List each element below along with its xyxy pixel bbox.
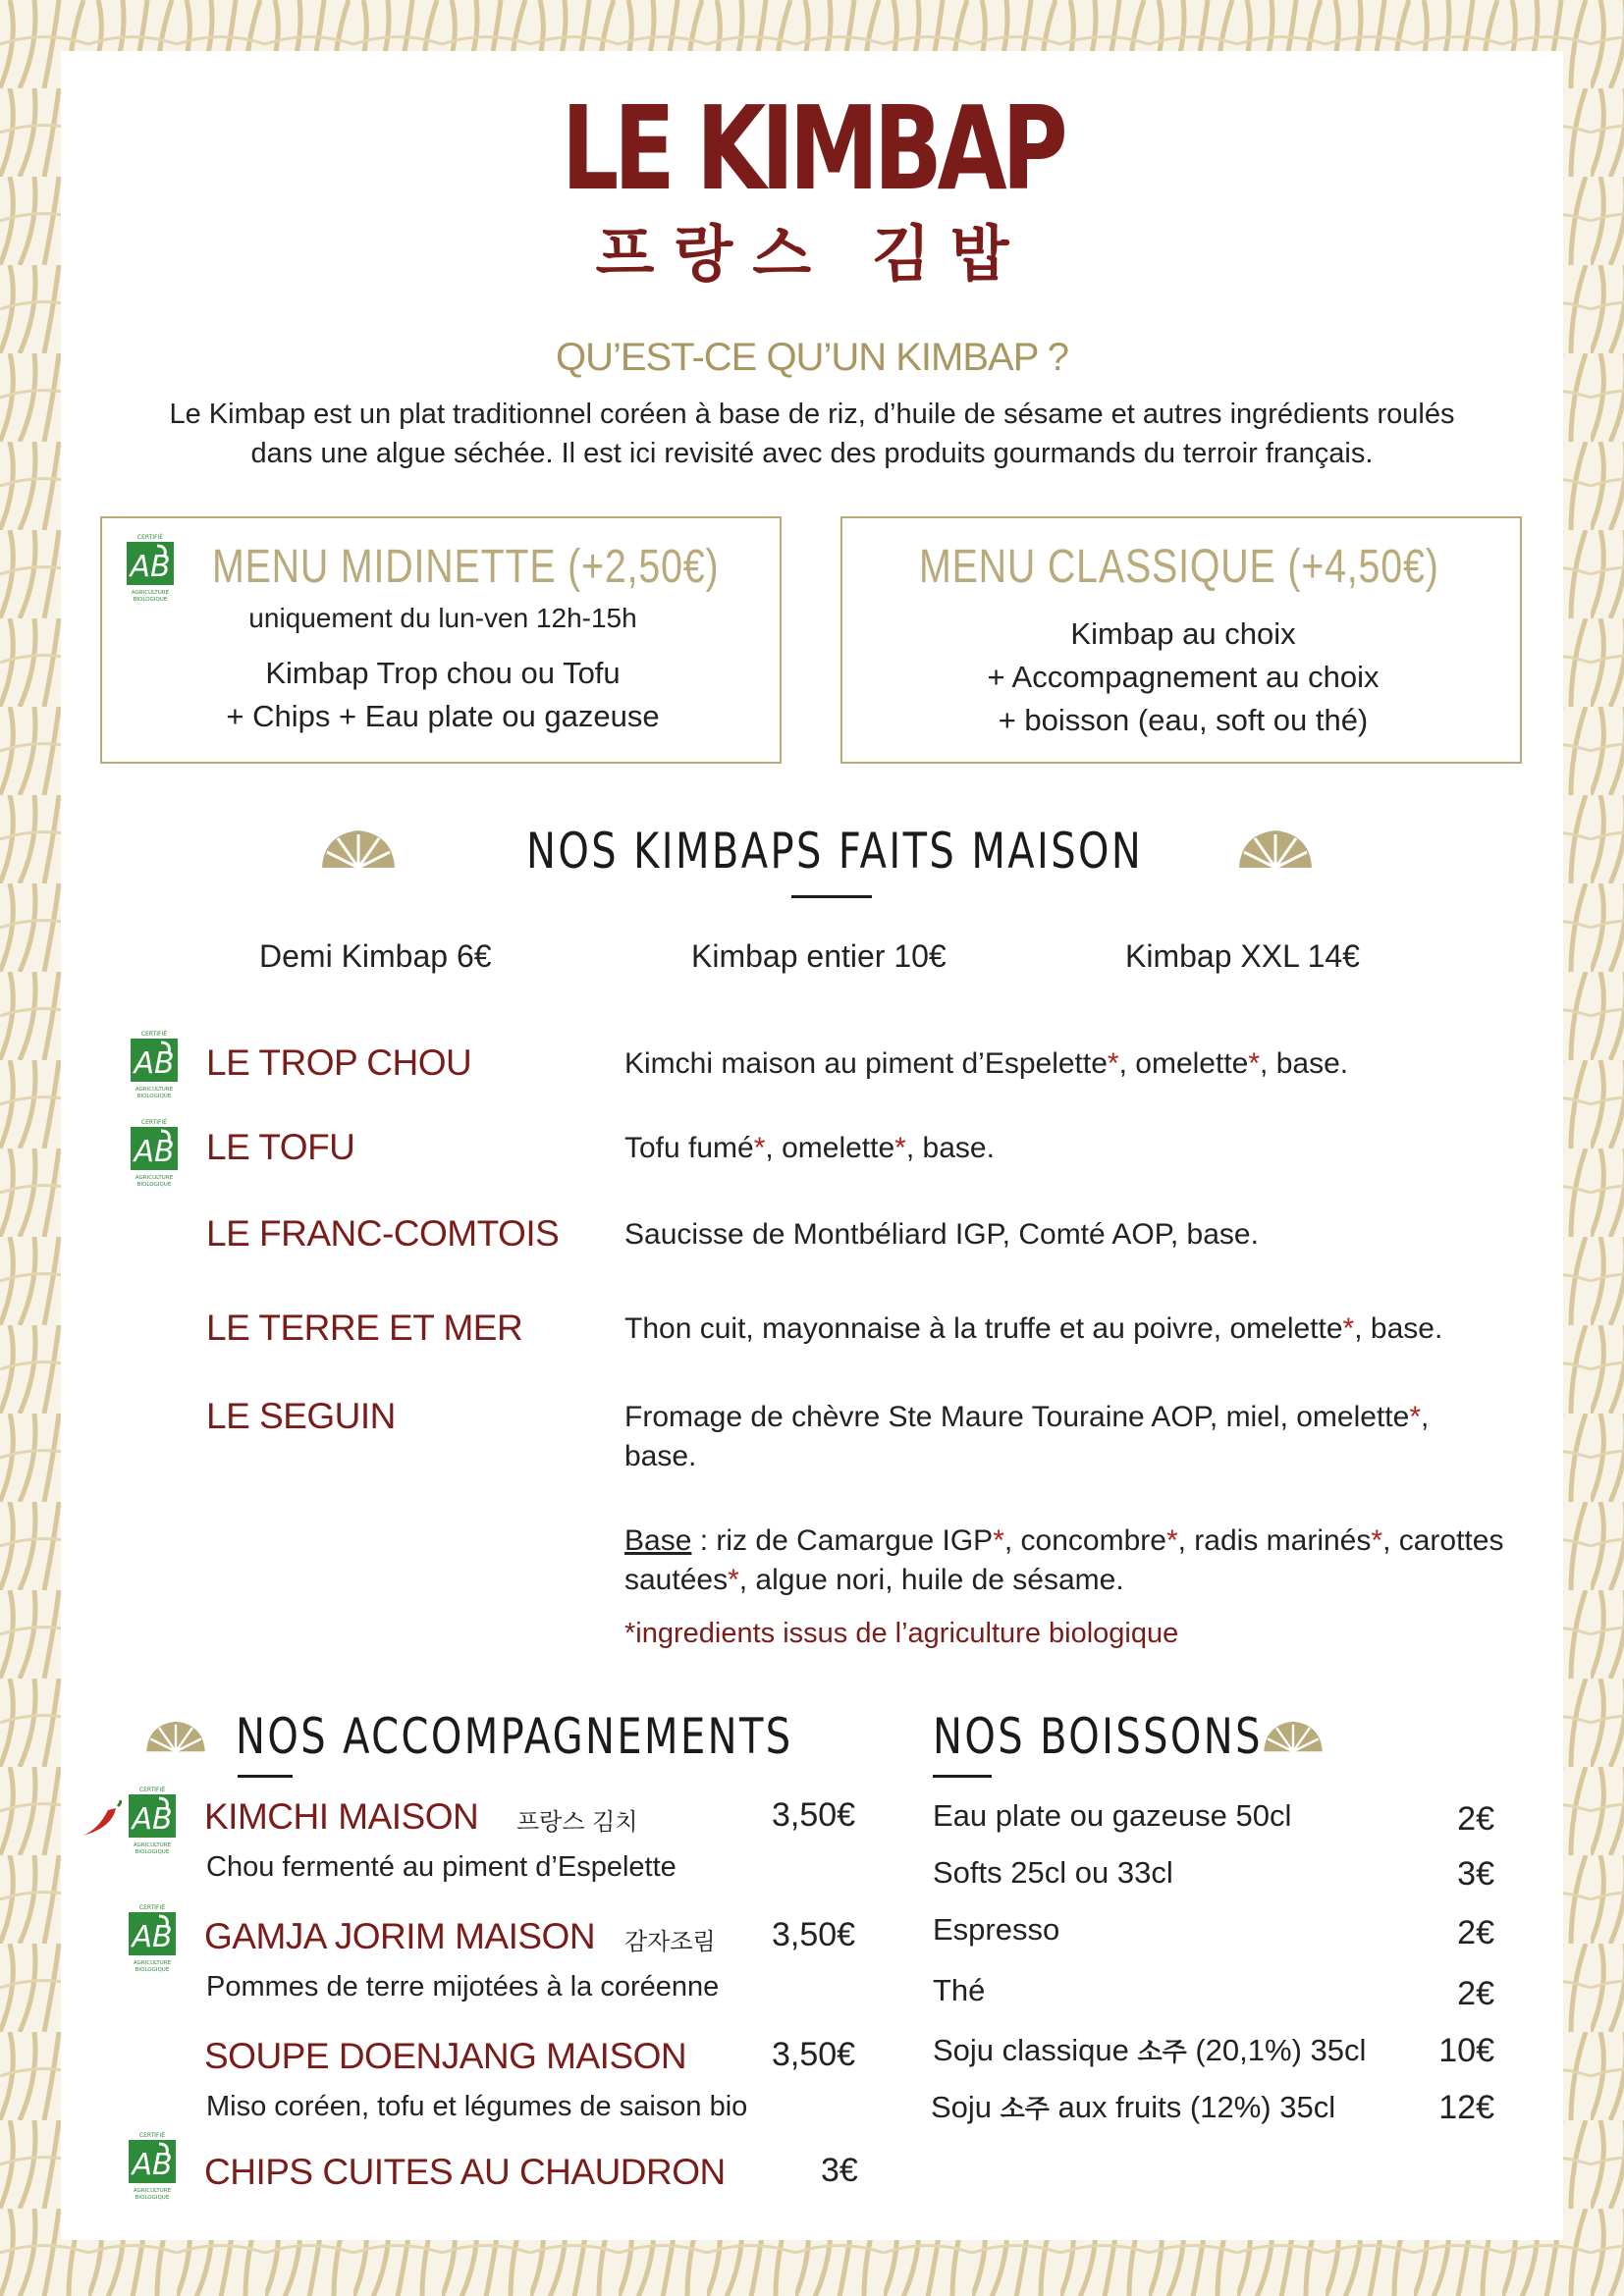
side-price-soupe-doenjang: 3,50€ (772, 2036, 856, 2073)
drink-price-eau: 2€ (1457, 1800, 1494, 1838)
svg-text:AGRICULTURE: AGRICULTURE (135, 1087, 174, 1093)
menu-midinette-line-1: Kimbap Trop chou ou Tofu (265, 656, 621, 690)
kimbap-name-seguin: LE SEGUIN (206, 1396, 396, 1436)
kimbap-desc-franc-comtois: Saucisse de Montbéliard IGP, Comté AOP, base. (624, 1218, 1259, 1251)
fan-ornament-icon (1235, 827, 1316, 872)
restaurant-title: LE KIMBAP (561, 80, 1063, 216)
menu-midinette-title: MENU MIDINETTE (+2,50€) (212, 541, 720, 593)
kimbap-name-franc-comtois: LE FRANC-COMTOIS (206, 1213, 560, 1254)
drink-name-soju-classique: Soju classique 소주 (20,1%) 35cl (933, 2033, 1367, 2067)
svg-text:CERTIFIÉ: CERTIFIÉ (138, 1904, 166, 1911)
drink-price-soju-fruits: 12€ (1438, 2089, 1494, 2126)
drink-price-espresso: 2€ (1457, 1914, 1494, 1951)
svg-text:CERTIFIÉ: CERTIFIÉ (138, 2132, 166, 2139)
bio-logo-icon (126, 1902, 179, 1975)
side-desc-soupe-doenjang: Miso coréen, tofu et légumes de saison bio (206, 2091, 748, 2122)
svg-text:BIOLOGIQUE: BIOLOGIQUE (133, 597, 168, 603)
side-korean-gamja-jorim: 감자조림 (624, 1928, 716, 1955)
intro-text (120, 395, 1504, 473)
fan-ornament-icon (1261, 1718, 1326, 1755)
drink-price-soju-classique: 10€ (1438, 2032, 1494, 2069)
intro-line-2: dans une algue séchée. Il est ici revisité avec des produits gourmands du terroir français. (250, 438, 1374, 469)
svg-text:CERTIFIÉ: CERTIFIÉ (136, 534, 164, 541)
side-price-chips: 3€ (821, 2152, 858, 2189)
svg-text:AGRICULTURE: AGRICULTURE (135, 1175, 174, 1181)
fan-ornament-icon (143, 1718, 208, 1755)
intro-line-1: Le Kimbap est un plat traditionnel coréen à base de riz, d’huile de sésame et autres ingrédients roulés (169, 399, 1455, 430)
drink-price-the: 2€ (1457, 1975, 1494, 2012)
side-name-soupe-doenjang: SOUPE DOENJANG MAISON (204, 2036, 687, 2076)
price-kimbap-entier: Kimbap entier 10€ (691, 938, 947, 974)
side-desc-kimchi: Chou fermenté au piment d’Espelette (206, 1851, 677, 1883)
menu-midinette-box (100, 516, 782, 764)
kimbap-desc-terre-et-mer: Thon cuit, mayonnaise à la truffe et au poivre, omelette*, base. (624, 1312, 1443, 1345)
bio-logo-icon (128, 1029, 181, 1101)
side-price-gamja-jorim: 3,50€ (772, 1916, 856, 1953)
menu-midinette-hours: uniquement du lun-ven 12h-15h (248, 603, 637, 633)
korean-title: 프랑스 김밥 (595, 218, 1029, 290)
bio-logo-icon (126, 1785, 179, 1857)
side-desc-gamja-jorim: Pommes de terre mijotées à la coréenne (206, 1971, 720, 2002)
question-heading: QU’EST-CE QU’UN KIMBAP ? (555, 336, 1069, 379)
drinks-title-underline (933, 1775, 992, 1778)
side-korean-kimchi: 프랑스 김치 (516, 1808, 638, 1836)
kimbaps-title-underline (791, 895, 872, 898)
svg-text:AB: AB (132, 1802, 173, 1837)
drink-name-the: Thé (933, 1973, 986, 2007)
svg-text:CERTIFIÉ: CERTIFIÉ (138, 1787, 166, 1793)
kimbap-desc-trop-chou: Kimchi maison au piment d’Espelette*, omelette*, base. (624, 1047, 1349, 1080)
kimbap-desc-seguin: Fromage de chèvre Ste Maure Touraine AOP, miel, omelette*, base. (624, 1401, 1430, 1472)
side-name-kimchi: KIMCHI MAISON (204, 1796, 479, 1837)
svg-text:BIOLOGIQUE: BIOLOGIQUE (135, 1849, 170, 1855)
drink-name-espresso: Espresso (933, 1912, 1060, 1947)
menu-classique-line-2: + Accompagnement au choix (987, 660, 1380, 694)
bio-logo-icon (126, 2130, 179, 2203)
drinks-section-title: NOS BOISSONS (933, 1708, 1263, 1765)
price-demi-kimbap: Demi Kimbap 6€ (259, 938, 492, 974)
menu-classique-line-1: Kimbap au choix (1070, 616, 1296, 651)
kimbap-name-terre-et-mer: LE TERRE ET MER (206, 1308, 523, 1348)
bio-logo-icon (124, 532, 177, 605)
svg-text:AGRICULTURE: AGRICULTURE (131, 590, 170, 596)
kimbap-name-trop-chou: LE TROP CHOU (206, 1042, 472, 1083)
kimbap-base-description: Base : riz de Camargue IGP*, concombre*, radis marinés*, carottes sautées*, algue nori, huile de sésame. (624, 1524, 1504, 1596)
drink-price-softs: 3€ (1457, 1855, 1494, 1893)
drink-name-eau: Eau plate ou gazeuse 50cl (933, 1798, 1292, 1833)
side-price-kimchi: 3,50€ (772, 1796, 856, 1834)
menu-classique-line-3: + boisson (eau, soft ou thé) (998, 703, 1369, 737)
svg-text:AB: AB (130, 550, 171, 584)
menu-midinette-line-2: + Chips + Eau plate ou gazeuse (226, 699, 660, 733)
svg-text:BIOLOGIQUE: BIOLOGIQUE (136, 1182, 172, 1188)
svg-text:AB: AB (134, 1046, 175, 1081)
kimbap-desc-tofu: Tofu fumé*, omelette*, base. (624, 1132, 995, 1164)
svg-text:AB: AB (134, 1135, 175, 1169)
svg-text:BIOLOGIQUE: BIOLOGIQUE (136, 1094, 172, 1099)
svg-text:CERTIFIÉ: CERTIFIÉ (140, 1031, 168, 1038)
price-kimbap-xxl: Kimbap XXL 14€ (1125, 938, 1360, 974)
chili-pepper-icon (79, 1800, 124, 1840)
kimbap-name-tofu: LE TOFU (206, 1127, 355, 1167)
sides-title-underline (238, 1775, 293, 1778)
kimbaps-section-title: NOS KIMBAPS FAITS MAISON (526, 823, 1144, 880)
svg-text:BIOLOGIQUE: BIOLOGIQUE (135, 2195, 170, 2201)
sides-section-title: NOS ACCOMPAGNEMENTS (236, 1708, 793, 1765)
menu-classique-box (840, 516, 1522, 764)
side-name-gamja-jorim: GAMJA JORIM MAISON (204, 1916, 596, 1956)
svg-text:AGRICULTURE: AGRICULTURE (133, 1960, 172, 1966)
drink-name-soju-fruits: Soju 소주 aux fruits (12%) 35cl (931, 2090, 1336, 2124)
bio-logo-icon (128, 1117, 181, 1190)
svg-text:BIOLOGIQUE: BIOLOGIQUE (135, 1967, 170, 1973)
fan-ornament-icon (318, 827, 399, 872)
svg-text:AB: AB (132, 1920, 173, 1954)
menu-classique-title: MENU CLASSIQUE (+4,50€) (919, 541, 1439, 593)
svg-text:AB: AB (132, 2148, 173, 2182)
organic-note: *ingredients issus de l’agriculture biologique (624, 1618, 1179, 1649)
drink-name-softs: Softs 25cl ou 33cl (933, 1855, 1173, 1890)
side-name-chips: CHIPS CUITES AU CHAUDRON (204, 2152, 726, 2192)
svg-text:AGRICULTURE: AGRICULTURE (133, 1842, 172, 1848)
svg-text:CERTIFIÉ: CERTIFIÉ (140, 1119, 168, 1126)
menu-page (61, 51, 1563, 2240)
svg-text:AGRICULTURE: AGRICULTURE (133, 2188, 172, 2194)
